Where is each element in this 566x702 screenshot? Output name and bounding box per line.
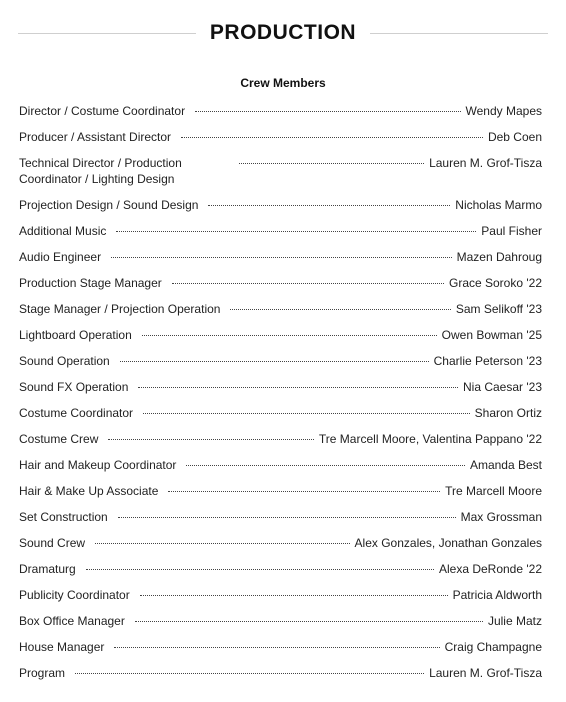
crew-name: Charlie Peterson '23 [433, 354, 542, 368]
crew-row [19, 353, 542, 369]
dot-leader [95, 535, 350, 544]
crew-role: Costume Coordinator [19, 406, 134, 420]
crew-name: Alexa DeRonde '22 [438, 562, 542, 576]
dot-leader [116, 223, 476, 232]
crew-row [19, 483, 542, 499]
crew-role: House Manager [19, 640, 105, 654]
crew-row [19, 405, 542, 421]
crew-row [19, 431, 542, 447]
crew-row [19, 155, 542, 187]
crew-name: Deb Coen [487, 130, 542, 144]
dot-leader [140, 587, 448, 596]
crew-role: Sound FX Operation [19, 380, 129, 394]
crew-row [19, 613, 542, 629]
crew-role: Technical Director / Production Coordinator / Lighting Design [19, 156, 182, 186]
crew-name: Julie Matz [487, 614, 542, 628]
crew-role: Dramaturg [19, 562, 76, 576]
crew-row [19, 587, 542, 603]
crew-role: Lightboard Operation [19, 328, 132, 342]
crew-name: Tre Marcell Moore, Valentina Pappano '22 [318, 432, 542, 446]
dot-leader [181, 129, 483, 138]
crew-row [19, 665, 542, 681]
crew-role: Producer / Assistant Director [19, 130, 172, 144]
crew-role: Program [19, 666, 66, 680]
header-rule-left [18, 33, 196, 34]
crew-role: Set Construction [19, 510, 108, 524]
page-title: PRODUCTION [209, 21, 357, 44]
dot-leader [108, 431, 314, 440]
crew-name: Wendy Mapes [465, 104, 542, 118]
crew-row [19, 249, 542, 265]
crew-row [19, 535, 542, 551]
crew-row [19, 379, 542, 395]
dot-leader [208, 197, 450, 206]
crew-name: Grace Soroko '22 [448, 276, 542, 290]
crew-role: Sound Crew [19, 536, 86, 550]
crew-role: Stage Manager / Projection Operation [19, 302, 221, 316]
crew-row [19, 223, 542, 239]
crew-row [19, 129, 542, 145]
crew-name: Tre Marcell Moore [445, 484, 542, 498]
crew-row [19, 639, 542, 655]
crew-name: Owen Bowman '25 [441, 328, 542, 342]
crew-name: Nia Caesar '23 [463, 380, 542, 394]
dot-leader [142, 327, 437, 336]
crew-role: Hair & Make Up Associate [19, 484, 159, 498]
header-rule-right [370, 33, 548, 34]
dot-leader [239, 155, 424, 164]
dot-leader [120, 353, 429, 362]
crew-role: Costume Crew [19, 432, 99, 446]
crew-role: Production Stage Manager [19, 276, 162, 290]
crew-name: Alex Gonzales, Jonathan Gonzales [354, 536, 542, 550]
crew-name: Craig Champagne [444, 640, 542, 654]
crew-name: Sam Selikoff '23 [455, 302, 542, 316]
dot-leader [114, 639, 439, 648]
dot-leader [86, 561, 434, 570]
crew-row [19, 457, 542, 473]
crew-name: Amanda Best [469, 458, 542, 472]
crew-role: Director / Costume Coordinator [19, 104, 186, 118]
crew-role: Projection Design / Sound Design [19, 198, 199, 212]
dot-leader [230, 301, 450, 310]
dot-leader [168, 483, 440, 492]
dot-leader [195, 103, 460, 112]
crew-name: Mazen Dahroug [456, 250, 542, 264]
crew-name: Sharon Ortiz [474, 406, 542, 420]
crew-row [19, 301, 542, 317]
dot-leader [135, 613, 483, 622]
crew-role: Publicity Coordinator [19, 588, 130, 602]
crew-role: Additional Music [19, 224, 107, 238]
crew-row [19, 275, 542, 291]
crew-role: Audio Engineer [19, 250, 102, 264]
section-title: Crew Members [240, 76, 326, 90]
crew-row [19, 197, 542, 213]
crew-name: Max Grossman [460, 510, 542, 524]
dot-leader [172, 275, 444, 284]
crew-role: Hair and Makeup Coordinator [19, 458, 177, 472]
crew-row [19, 327, 542, 343]
crew-row [19, 509, 542, 525]
crew-name: Paul Fisher [481, 224, 542, 238]
crew-row [19, 103, 542, 119]
crew-list [19, 103, 542, 691]
production-header [18, 18, 548, 48]
dot-leader [118, 509, 456, 518]
crew-role: Sound Operation [19, 354, 110, 368]
crew-role: Box Office Manager [19, 614, 125, 628]
crew-row [19, 561, 542, 577]
dot-leader [186, 457, 465, 466]
dot-leader [138, 379, 458, 388]
crew-name: Nicholas Marmo [455, 198, 542, 212]
crew-name: Lauren M. Grof-Tisza [429, 666, 542, 680]
dot-leader [143, 405, 470, 414]
dot-leader [111, 249, 452, 258]
crew-name: Patricia Aldworth [452, 588, 542, 602]
crew-name: Lauren M. Grof-Tisza [429, 156, 542, 170]
dot-leader [75, 665, 424, 674]
